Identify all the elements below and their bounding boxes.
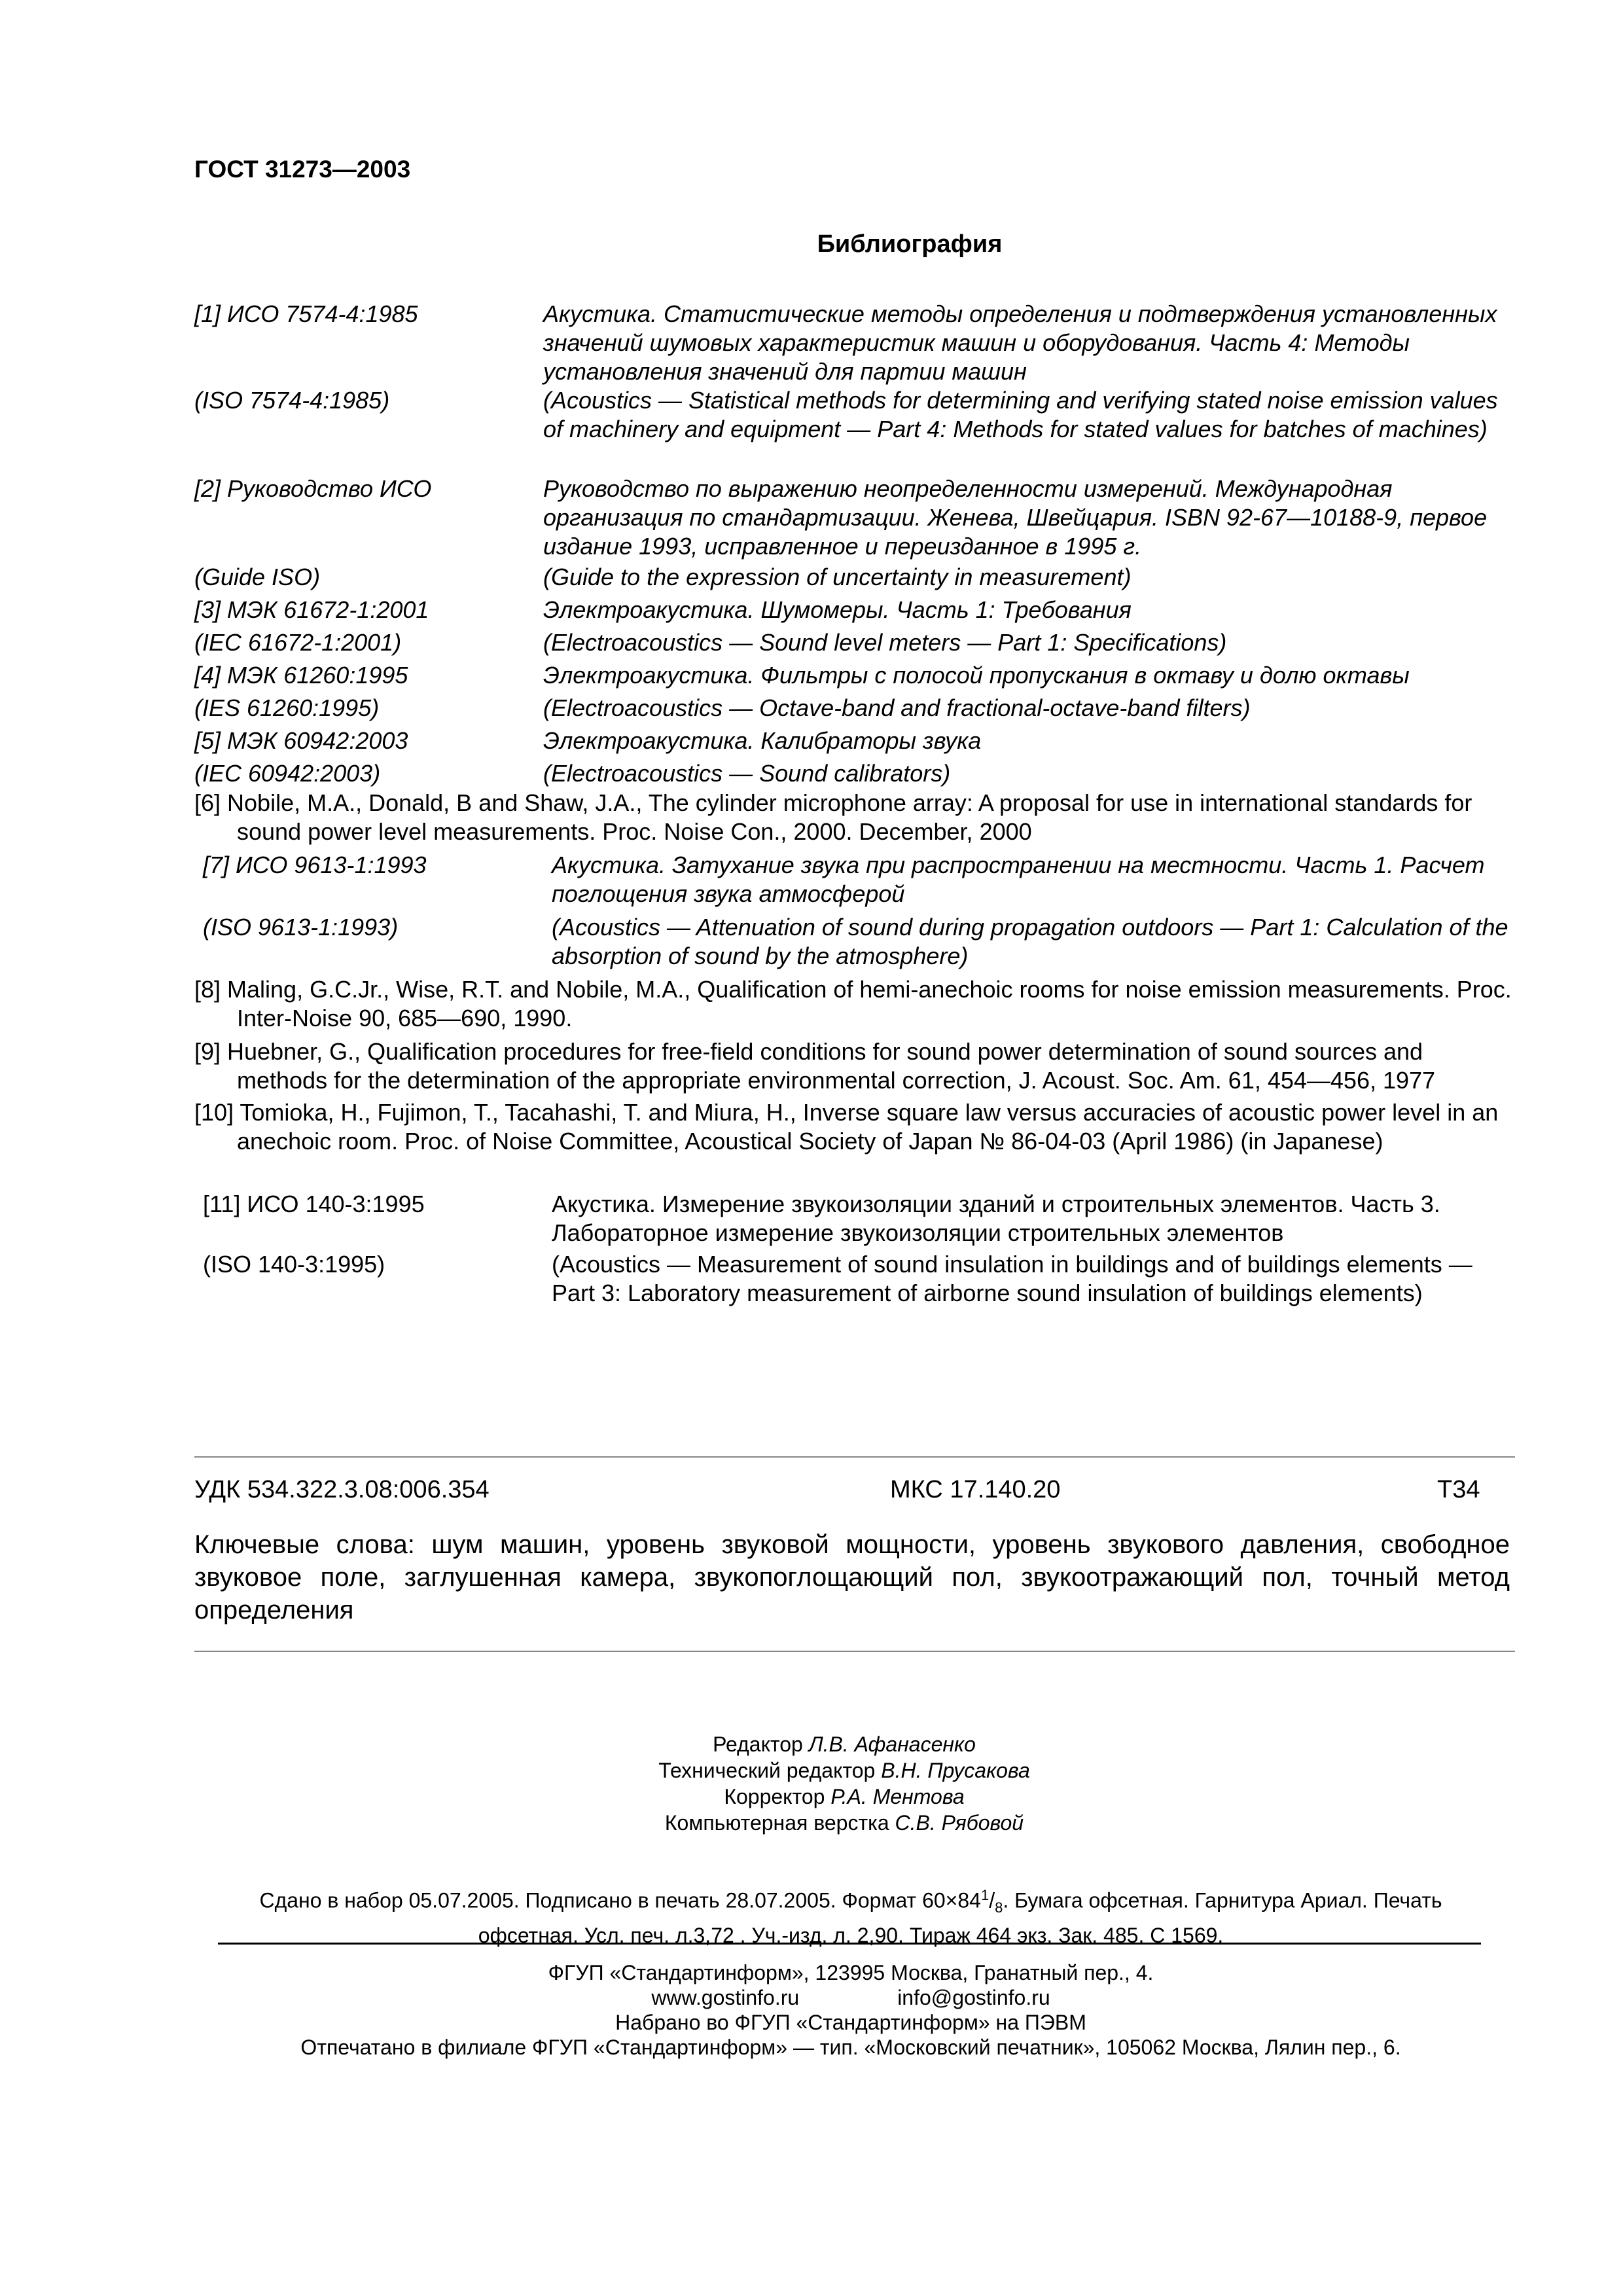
bibliography-entry <box>194 789 1513 846</box>
document-id: ГОСТ 31273—2003 <box>194 156 411 183</box>
entry-code: [11] ИСО 140-3:1995 <box>203 1191 425 1217</box>
entry-text: (Acoustics — Measurement of sound insulation in buildings and of buildings elements — Part 3: Laboratory measurement of airborne sound insulation of buildings elements) <box>552 1251 1472 1306</box>
divider <box>218 1943 1481 1945</box>
imprint-text: Сдано в набор 05.07.2005. Подписано в печать 28.07.2005. Формат 60×84 <box>259 1888 981 1912</box>
publisher-printed: Отпечатано в филиале ФГУП «Стандартинформ» — тип. «Московский печатник», 105062 Москва, Лялин пер., 6. <box>300 2036 1401 2059</box>
entry-code: [5] МЭК 60942:2003 <box>194 727 408 754</box>
entry-text: (Guide to the expression of uncertainty in measurement) <box>543 564 1132 590</box>
credit-role: Редактор <box>713 1732 803 1756</box>
entry-code: [7] ИСО 9613-1:1993 <box>203 852 427 878</box>
imprint: Сдано в набор 05.07.2005. Подписано в печать 28.07.2005. Формат $60\times 84^1/_8$. Бумага офсетная. Гарнитура Ариал. Печать офсетная. Усл. печ. л.3,72 . Уч.-изд. л. 2,90. Тираж 464 экз. Зак. 485. С 1569. <box>259 1887 1442 1948</box>
entry-code: (IEC 60942:2003) <box>194 760 381 787</box>
entry-code: [3] МЭК 61672-1:2001 <box>194 596 429 623</box>
credit-role: Корректор <box>724 1785 825 1808</box>
entry-text: [10] Tomioka, H., Fujimon, T., Tacahashi, T. and Miura, H., Inverse square law versus accuracies of acoustic power level in an anechoic room. Proc. of Noise Committee, Acoustical Society of Japan № 86-04-03 (April 1986) (in Japanese) <box>194 1099 1499 1155</box>
mks-code: МКС 17.140.20 <box>890 1476 1061 1503</box>
entry-code: (Guide ISO) <box>194 564 321 590</box>
credit-name: Р.А. Ментова <box>830 1785 965 1808</box>
credit-name: С.В. Рябовой <box>895 1811 1024 1835</box>
entry-code: [1] ИСО 7574-4:1985 <box>194 300 418 327</box>
entry-text: [6] Nobile, M.A., Donald, B and Shaw, J.A., The cylinder microphone array: A proposal for use in international standards for sound power level measurements. Proc. Noise Con., 2000. December, 2000 <box>194 789 1472 845</box>
entry-text: Акустика. Статистические методы определения и подтверждения установленных значений шумовых характеристик машин и оборудования. Часть 4: Методы установления значений для партии машин <box>543 300 1497 385</box>
publisher-email: info@gostinfo.ru <box>897 1986 1050 2009</box>
bibliography-entry <box>194 475 1503 561</box>
entry-text: Акустика. Затухание звука при распространении на местности. Часть 1. Расчет поглощения звука атмосферой <box>552 852 1485 907</box>
credit-role: Технический редактор <box>658 1759 876 1782</box>
entry-text: (Acoustics — Statistical methods for determining and verifying stated noise emission values of machinery and equipment — Part 4: Methods for stated values for batches of machines) <box>543 387 1498 442</box>
entry-code: (IEC 61672-1:2001) <box>194 629 402 656</box>
imprint-text: . Бумага офсетная. Гарнитура Ариал. Печать офсетная. Усл. печ. л.3,72 . Уч.-изд. л. 2,90. Тираж 464 экз. Зак. 485. С 1569. <box>478 1888 1442 1948</box>
entry-text: Руководство по выражению неопределенности измерений. Международная организация по стандартизации. Женева, Швейцария. ISBN 92-67—10188-9, первое издание 1993, исправленное и переизданное в 1995 г. <box>543 475 1488 560</box>
credit-line <box>0 1810 1623 1836</box>
bibliography-title: Библиография <box>817 230 1003 258</box>
bibliography-entry <box>194 975 1513 1033</box>
credit-line <box>0 1784 1623 1810</box>
entry-text: (Electroacoustics — Octave-band and fractional-octave-band filters) <box>543 694 1251 721</box>
entry-code: (ISO 9613-1:1993) <box>203 914 399 941</box>
entry-text: Электроакустика. Калибраторы звука <box>543 727 982 754</box>
divider <box>194 1651 1515 1652</box>
format-fraction-numerator: 1 <box>980 1887 990 1903</box>
entry-code: [2] Руководство ИСО <box>194 475 432 502</box>
udc-code: УДК 534.322.3.08:006.354 <box>194 1476 490 1503</box>
publisher-typeset: Набрано во ФГУП «Стандартинформ» на ПЭВМ <box>615 2011 1086 2034</box>
credit-name: В.Н. Прусакова <box>881 1759 1030 1782</box>
bibliography-entry <box>194 386 1503 473</box>
format-fraction-denominator: 8 <box>995 1899 1003 1916</box>
entry-text: [8] Maling, G.C.Jr., Wise, R.T. and Nobile, M.A., Qualification of hemi-anechoic rooms for noise emission measurements. Proc. Inter-Noise 90, 685—690, 1990. <box>194 976 1512 1031</box>
entry-code: [4] МЭК 61260:1995 <box>194 662 408 689</box>
publisher-contacts <box>249 1985 1453 2010</box>
classification-code: Т34 <box>1437 1476 1480 1503</box>
credit-role: Компьютерная верстка <box>664 1811 889 1835</box>
entry-text: (Acoustics — Attenuation of sound during propagation outdoors — Part 1: Calculation of the absorption of sound by the atmosphere) <box>552 914 1508 969</box>
entry-code: (IES 61260:1995) <box>194 694 380 721</box>
publisher-website: www.gostinfo.ru <box>651 1986 800 2009</box>
credit-line <box>0 1731 1623 1757</box>
entry-code: (ISO 7574-4:1985) <box>194 387 390 414</box>
bibliography-entry <box>194 1037 1513 1095</box>
publisher-info <box>249 1960 1453 2060</box>
divider <box>194 1456 1515 1458</box>
entry-text: Акустика. Измерение звукоизоляции зданий и строительных элементов. Часть 3. Лабораторное измерение звукоизоляции строительных элементов <box>552 1191 1440 1246</box>
entry-text: Электроакустика. Шумомеры. Часть 1: Требования <box>543 596 1132 623</box>
publisher-address: ФГУП «Стандартинформ», 123995 Москва, Гранатный пер., 4. <box>548 1961 1154 1984</box>
keywords: Ключевые слова: шум машин, уровень звуковой мощности, уровень звукового давления, свободное звуковое поле, заглушенная камера, звукопоглощающий пол, звукоотражающий пол, точный метод определения <box>194 1530 1510 1624</box>
entry-text: [9] Huebner, G., Qualification procedures for free-field conditions for sound power determination of sound sources and methods for the determination of the appropriate environmental correction, J. Acoust. Soc. Am. 61, 454—456, 1977 <box>194 1038 1436 1094</box>
bibliography-entry <box>194 1098 1513 1156</box>
entry-text: (Electroacoustics — Sound calibrators) <box>543 760 951 787</box>
credits <box>0 1731 1623 1836</box>
credit-name: Л.В. Афанасенко <box>808 1732 976 1756</box>
credit-line <box>0 1757 1623 1784</box>
entry-code: (ISO 140-3:1995) <box>203 1251 385 1278</box>
entry-text: (Electroacoustics — Sound level meters — Part 1: Specifications) <box>543 629 1227 656</box>
bibliography-entry <box>194 300 1503 386</box>
entry-text: Электроакустика. Фильтры с полосой пропускания в октаву и долю октавы <box>543 662 1410 689</box>
